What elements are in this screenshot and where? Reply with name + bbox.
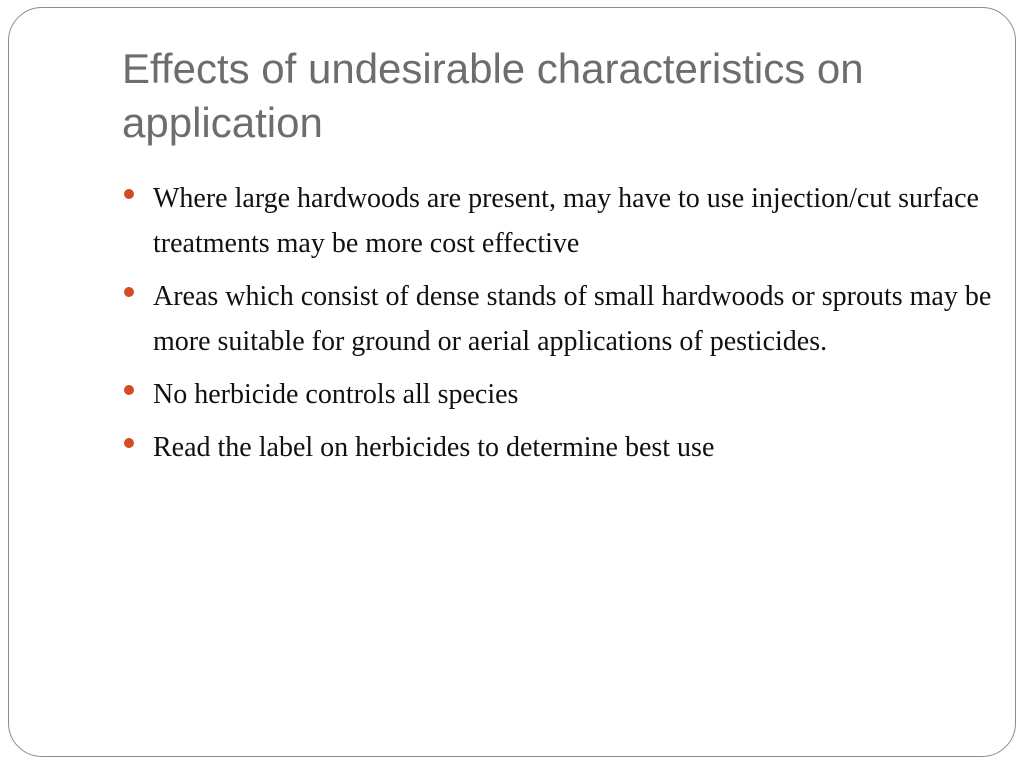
bullet-dot-icon (124, 287, 134, 297)
bullet-text: Where large hardwoods are present, may have to use injection/cut surface treatments may be more cost effective (153, 183, 979, 259)
bullet-item (122, 372, 992, 417)
bullet-text: No herbicide controls all species (153, 379, 519, 410)
slide-frame (8, 7, 1016, 757)
bullet-list (122, 176, 992, 478)
bullet-dot-icon (124, 438, 134, 448)
bullet-text: Areas which consist of dense stands of small hardwoods or sprouts may be more suitable for ground or aerial applications of pesticides. (153, 281, 992, 357)
slide-title: Effects of undesirable characteristics on application (122, 45, 864, 146)
bullet-item (122, 274, 992, 364)
bullet-item (122, 176, 992, 266)
bullet-item (122, 425, 992, 470)
bullet-dot-icon (124, 189, 134, 199)
bullet-dot-icon (124, 385, 134, 395)
bullet-text: Read the label on herbicides to determine best use (153, 432, 715, 463)
